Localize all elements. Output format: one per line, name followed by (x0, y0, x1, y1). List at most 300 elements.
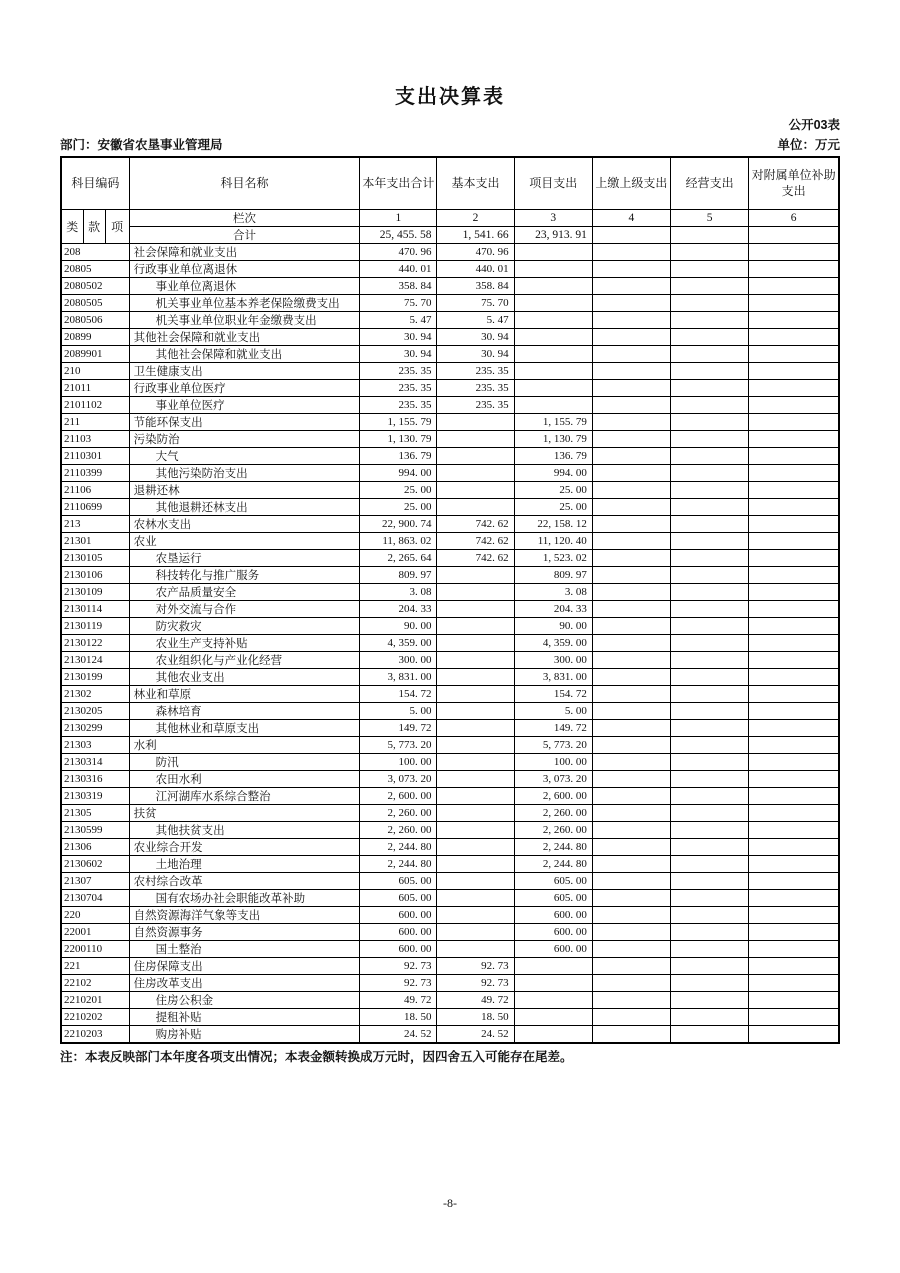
value-cell: 1, 155. 79 (514, 413, 592, 430)
value-cell (749, 651, 839, 668)
header-col-operating: 经营支出 (671, 157, 749, 209)
value-cell: 1, 523. 02 (514, 549, 592, 566)
value-cell (592, 974, 670, 991)
value-cell (749, 906, 839, 923)
subject-code-cell: 20899 (61, 328, 129, 345)
value-cell (749, 583, 839, 600)
table-body (61, 243, 839, 1043)
value-cell: 1, 155. 79 (360, 413, 437, 430)
table-code-label: 公开03表 (788, 118, 840, 132)
header-col-project: 项目支出 (514, 157, 592, 209)
table-row (61, 498, 839, 515)
value-cell: 204. 33 (514, 600, 592, 617)
value-cell (437, 702, 514, 719)
table-row (61, 668, 839, 685)
value-cell (514, 957, 592, 974)
value-cell (592, 515, 670, 532)
table-row (61, 481, 839, 498)
header-sub-section: 款 (83, 209, 105, 243)
value-cell (671, 804, 749, 821)
subject-name-cell: 其他扶贫支出 (129, 821, 360, 838)
value-cell (749, 974, 839, 991)
subject-code-cell: 213 (61, 515, 129, 532)
value-cell: 809. 97 (514, 566, 592, 583)
value-cell (592, 804, 670, 821)
value-cell: 49. 72 (360, 991, 437, 1008)
value-cell (749, 532, 839, 549)
value-cell: 605. 00 (514, 872, 592, 889)
table-row (61, 583, 839, 600)
table-row (61, 855, 839, 872)
value-cell (514, 294, 592, 311)
table-row (61, 702, 839, 719)
subject-code-cell: 2210201 (61, 991, 129, 1008)
value-cell (592, 991, 670, 1008)
subject-name-cell: 农村综合改革 (129, 872, 360, 889)
subject-code-cell: 2130114 (61, 600, 129, 617)
value-cell (749, 889, 839, 906)
table-row (61, 1008, 839, 1025)
value-cell: 2, 600. 00 (514, 787, 592, 804)
subject-name-cell: 水利 (129, 736, 360, 753)
subject-code-cell: 210 (61, 362, 129, 379)
subject-name-cell: 行政事业单位离退休 (129, 260, 360, 277)
header-subject-name: 科目名称 (129, 157, 360, 209)
grand-total-value-3: 23, 913. 91 (514, 226, 592, 243)
subject-code-cell: 2130704 (61, 889, 129, 906)
subject-code-cell: 2130109 (61, 583, 129, 600)
column-index-5: 5 (671, 209, 749, 226)
table-row (61, 600, 839, 617)
value-cell (749, 396, 839, 413)
value-cell (592, 872, 670, 889)
value-cell: 3, 073. 20 (360, 770, 437, 787)
grand-total-value-5 (671, 226, 749, 243)
value-cell (671, 889, 749, 906)
table-row (61, 804, 839, 821)
value-cell (671, 447, 749, 464)
header-row (61, 157, 839, 209)
subject-name-cell: 污染防治 (129, 430, 360, 447)
value-cell (592, 464, 670, 481)
table-row (61, 787, 839, 804)
value-cell (514, 1025, 592, 1043)
value-cell: 92. 73 (360, 974, 437, 991)
department-label: 部门：安徽省农垦事业管理局 (60, 138, 223, 152)
value-cell (671, 736, 749, 753)
value-cell (592, 345, 670, 362)
value-cell (592, 379, 670, 396)
subject-name-cell: 农业生产支持补贴 (129, 634, 360, 651)
table-row (61, 736, 839, 753)
subject-name-cell: 江河湖库水系综合整治 (129, 787, 360, 804)
subject-code-cell: 21306 (61, 838, 129, 855)
value-cell (749, 634, 839, 651)
value-cell (671, 328, 749, 345)
value-cell: 49. 72 (437, 991, 514, 1008)
value-cell: 235. 35 (437, 379, 514, 396)
value-cell: 90. 00 (360, 617, 437, 634)
column-index-3: 3 (514, 209, 592, 226)
table-row (61, 906, 839, 923)
value-cell: 22, 900. 74 (360, 515, 437, 532)
value-cell: 92. 73 (360, 957, 437, 974)
table-row (61, 923, 839, 940)
value-cell (514, 991, 592, 1008)
subject-name-cell: 防汛 (129, 753, 360, 770)
table-row (61, 719, 839, 736)
table-row (61, 243, 839, 260)
value-cell (592, 583, 670, 600)
value-cell (671, 583, 749, 600)
column-index-row (61, 209, 839, 226)
subject-name-cell: 农业 (129, 532, 360, 549)
value-cell (592, 736, 670, 753)
value-cell (437, 872, 514, 889)
subject-name-cell: 土地治理 (129, 855, 360, 872)
table-row (61, 430, 839, 447)
value-cell (592, 413, 670, 430)
value-cell (671, 362, 749, 379)
value-cell (592, 430, 670, 447)
subject-name-cell: 防灾救灾 (129, 617, 360, 634)
table-row (61, 940, 839, 957)
value-cell (671, 260, 749, 277)
expenditure-table (60, 156, 840, 1044)
value-cell: 605. 00 (514, 889, 592, 906)
subject-name-cell: 住房保障支出 (129, 957, 360, 974)
table-row (61, 328, 839, 345)
table-row (61, 889, 839, 906)
value-cell (749, 566, 839, 583)
value-cell (749, 668, 839, 685)
value-cell: 3. 08 (360, 583, 437, 600)
subject-code-cell: 2080502 (61, 277, 129, 294)
value-cell (671, 821, 749, 838)
value-cell (592, 787, 670, 804)
value-cell (749, 311, 839, 328)
value-cell (749, 872, 839, 889)
value-cell: 4, 359. 00 (514, 634, 592, 651)
subject-code-cell: 2130599 (61, 821, 129, 838)
header-sub-item: 项 (105, 209, 129, 243)
value-cell (671, 974, 749, 991)
value-cell: 2, 260. 00 (360, 821, 437, 838)
table-row (61, 277, 839, 294)
subject-code-cell: 21305 (61, 804, 129, 821)
table-row (61, 957, 839, 974)
value-cell (592, 651, 670, 668)
value-cell (749, 277, 839, 294)
column-index-6: 6 (749, 209, 839, 226)
subject-name-cell: 退耕还林 (129, 481, 360, 498)
value-cell (592, 566, 670, 583)
value-cell: 22, 158. 12 (514, 515, 592, 532)
value-cell (749, 481, 839, 498)
value-cell: 4, 359. 00 (360, 634, 437, 651)
value-cell (592, 923, 670, 940)
value-cell (749, 1025, 839, 1043)
value-cell (671, 532, 749, 549)
value-cell (671, 396, 749, 413)
value-cell: 3, 831. 00 (514, 668, 592, 685)
subject-code-cell: 2110301 (61, 447, 129, 464)
value-cell: 600. 00 (514, 940, 592, 957)
value-cell (437, 906, 514, 923)
subject-code-cell: 2080506 (61, 311, 129, 328)
subject-code-cell: 22102 (61, 974, 129, 991)
value-cell: 92. 73 (437, 974, 514, 991)
header-col-basic: 基本支出 (437, 157, 514, 209)
column-index-2: 2 (437, 209, 514, 226)
value-cell: 204. 33 (360, 600, 437, 617)
value-cell (671, 719, 749, 736)
value-cell: 2, 260. 00 (514, 821, 592, 838)
subject-code-cell: 2130314 (61, 753, 129, 770)
table-row (61, 396, 839, 413)
value-cell (671, 294, 749, 311)
value-cell (592, 328, 670, 345)
table-row (61, 617, 839, 634)
value-cell (671, 991, 749, 1008)
value-cell (437, 481, 514, 498)
value-cell (592, 685, 670, 702)
value-cell: 235. 35 (437, 396, 514, 413)
subject-code-cell: 2130199 (61, 668, 129, 685)
value-cell (749, 770, 839, 787)
value-cell: 2, 600. 00 (360, 787, 437, 804)
value-cell (437, 855, 514, 872)
value-cell: 136. 79 (514, 447, 592, 464)
value-cell (749, 379, 839, 396)
value-cell: 5. 47 (437, 311, 514, 328)
value-cell (671, 770, 749, 787)
subject-name-cell: 科技转化与推广服务 (129, 566, 360, 583)
value-cell: 5. 00 (360, 702, 437, 719)
value-cell: 90. 00 (514, 617, 592, 634)
value-cell (592, 719, 670, 736)
value-cell: 3, 831. 00 (360, 668, 437, 685)
value-cell (592, 838, 670, 855)
value-cell (749, 430, 839, 447)
value-cell (592, 940, 670, 957)
value-cell (749, 464, 839, 481)
value-cell: 235. 35 (360, 362, 437, 379)
subject-name-cell: 购房补贴 (129, 1025, 360, 1043)
value-cell (671, 1008, 749, 1025)
value-cell: 24. 52 (437, 1025, 514, 1043)
value-cell: 5, 773. 20 (360, 736, 437, 753)
value-cell (514, 260, 592, 277)
value-cell (671, 430, 749, 447)
value-cell: 235. 35 (360, 396, 437, 413)
value-cell (749, 515, 839, 532)
value-cell: 136. 79 (360, 447, 437, 464)
value-cell: 30. 94 (437, 345, 514, 362)
value-cell (671, 1025, 749, 1043)
value-cell: 25. 00 (360, 481, 437, 498)
table-row (61, 634, 839, 651)
table-row (61, 515, 839, 532)
value-cell: 235. 35 (360, 379, 437, 396)
header-subject-code: 科目编码 (61, 157, 129, 209)
value-cell (749, 804, 839, 821)
value-cell (671, 906, 749, 923)
table-row (61, 651, 839, 668)
value-cell (671, 940, 749, 957)
subject-name-cell: 其他社会保障和就业支出 (129, 328, 360, 345)
value-cell: 742. 62 (437, 515, 514, 532)
subject-name-cell: 机关事业单位职业年金缴费支出 (129, 311, 360, 328)
value-cell: 154. 72 (360, 685, 437, 702)
value-cell: 300. 00 (360, 651, 437, 668)
subject-code-cell: 2130122 (61, 634, 129, 651)
table-row (61, 464, 839, 481)
table-row (61, 549, 839, 566)
value-cell (671, 634, 749, 651)
value-cell: 149. 72 (514, 719, 592, 736)
value-cell (749, 957, 839, 974)
value-cell (749, 600, 839, 617)
value-cell: 5. 47 (360, 311, 437, 328)
subject-name-cell: 农田水利 (129, 770, 360, 787)
value-cell (514, 974, 592, 991)
table-row (61, 991, 839, 1008)
value-cell (592, 906, 670, 923)
value-cell (437, 787, 514, 804)
value-cell: 25. 00 (514, 481, 592, 498)
value-cell: 2, 244. 80 (360, 855, 437, 872)
value-cell (514, 1008, 592, 1025)
value-cell (592, 396, 670, 413)
value-cell (749, 991, 839, 1008)
value-cell (671, 413, 749, 430)
grand-total-value-1: 25, 455. 58 (360, 226, 437, 243)
subject-code-cell: 2210203 (61, 1025, 129, 1043)
column-index-1: 1 (360, 209, 437, 226)
subject-code-cell: 22001 (61, 923, 129, 940)
value-cell: 2, 244. 80 (360, 838, 437, 855)
value-cell: 600. 00 (514, 923, 592, 940)
value-cell (592, 855, 670, 872)
value-cell (749, 447, 839, 464)
value-cell (592, 362, 670, 379)
value-cell (437, 413, 514, 430)
subject-code-cell: 2110699 (61, 498, 129, 515)
value-cell: 25. 00 (514, 498, 592, 515)
column-index-4: 4 (592, 209, 670, 226)
value-cell (671, 957, 749, 974)
value-cell (749, 753, 839, 770)
subject-name-cell: 农林水支出 (129, 515, 360, 532)
subject-name-cell: 住房改革支出 (129, 974, 360, 991)
value-cell (671, 600, 749, 617)
value-cell (437, 940, 514, 957)
value-cell: 994. 00 (514, 464, 592, 481)
value-cell (437, 430, 514, 447)
header-col-total: 本年支出合计 (360, 157, 437, 209)
value-cell (749, 413, 839, 430)
value-cell: 11, 120. 40 (514, 532, 592, 549)
value-cell: 600. 00 (360, 923, 437, 940)
value-cell (671, 923, 749, 940)
value-cell (592, 311, 670, 328)
value-cell: 742. 62 (437, 549, 514, 566)
header-col-upper: 上缴上级支出 (592, 157, 670, 209)
subject-code-cell: 2130316 (61, 770, 129, 787)
value-cell: 809. 97 (360, 566, 437, 583)
subject-code-cell: 220 (61, 906, 129, 923)
value-cell (592, 1008, 670, 1025)
value-cell (592, 957, 670, 974)
value-cell: 75. 70 (437, 294, 514, 311)
value-cell (749, 940, 839, 957)
page-number: -8- (443, 1196, 457, 1210)
value-cell (437, 634, 514, 651)
subject-code-cell: 2110399 (61, 464, 129, 481)
value-cell: 605. 00 (360, 872, 437, 889)
subject-code-cell: 21106 (61, 481, 129, 498)
subject-code-cell: 211 (61, 413, 129, 430)
subject-name-cell: 扶贫 (129, 804, 360, 821)
value-cell: 75. 70 (360, 294, 437, 311)
subject-name-cell: 住房公积金 (129, 991, 360, 1008)
value-cell (749, 702, 839, 719)
value-cell (437, 838, 514, 855)
value-cell (437, 566, 514, 583)
subject-name-cell: 其他退耕还林支出 (129, 498, 360, 515)
subject-name-cell: 大气 (129, 447, 360, 464)
subject-name-cell: 自然资源事务 (129, 923, 360, 940)
grand-total-row (61, 226, 839, 243)
value-cell: 154. 72 (514, 685, 592, 702)
value-cell: 300. 00 (514, 651, 592, 668)
subject-name-cell: 自然资源海洋气象等支出 (129, 906, 360, 923)
value-cell: 149. 72 (360, 719, 437, 736)
value-cell: 2, 265. 64 (360, 549, 437, 566)
table-row (61, 821, 839, 838)
table-row (61, 974, 839, 991)
value-cell (437, 651, 514, 668)
value-cell (437, 447, 514, 464)
grand-total-value-6 (749, 226, 839, 243)
table-row (61, 1025, 839, 1043)
value-cell (592, 634, 670, 651)
value-cell (749, 821, 839, 838)
subject-name-cell: 事业单位离退休 (129, 277, 360, 294)
value-cell: 5. 00 (514, 702, 592, 719)
value-cell: 2, 244. 80 (514, 855, 592, 872)
value-cell: 25. 00 (360, 498, 437, 515)
value-cell: 358. 84 (360, 277, 437, 294)
value-cell: 24. 52 (360, 1025, 437, 1043)
subject-name-cell: 农业组织化与产业化经营 (129, 651, 360, 668)
subject-code-cell: 2080505 (61, 294, 129, 311)
value-cell (592, 889, 670, 906)
value-cell: 605. 00 (360, 889, 437, 906)
value-cell (749, 617, 839, 634)
value-cell (514, 362, 592, 379)
value-cell (592, 753, 670, 770)
subject-code-cell: 21011 (61, 379, 129, 396)
table-row (61, 872, 839, 889)
subject-name-cell: 提租补贴 (129, 1008, 360, 1025)
value-cell (671, 549, 749, 566)
value-cell (437, 770, 514, 787)
subject-code-cell: 21307 (61, 872, 129, 889)
subject-name-cell: 社会保障和就业支出 (129, 243, 360, 260)
value-cell (749, 736, 839, 753)
